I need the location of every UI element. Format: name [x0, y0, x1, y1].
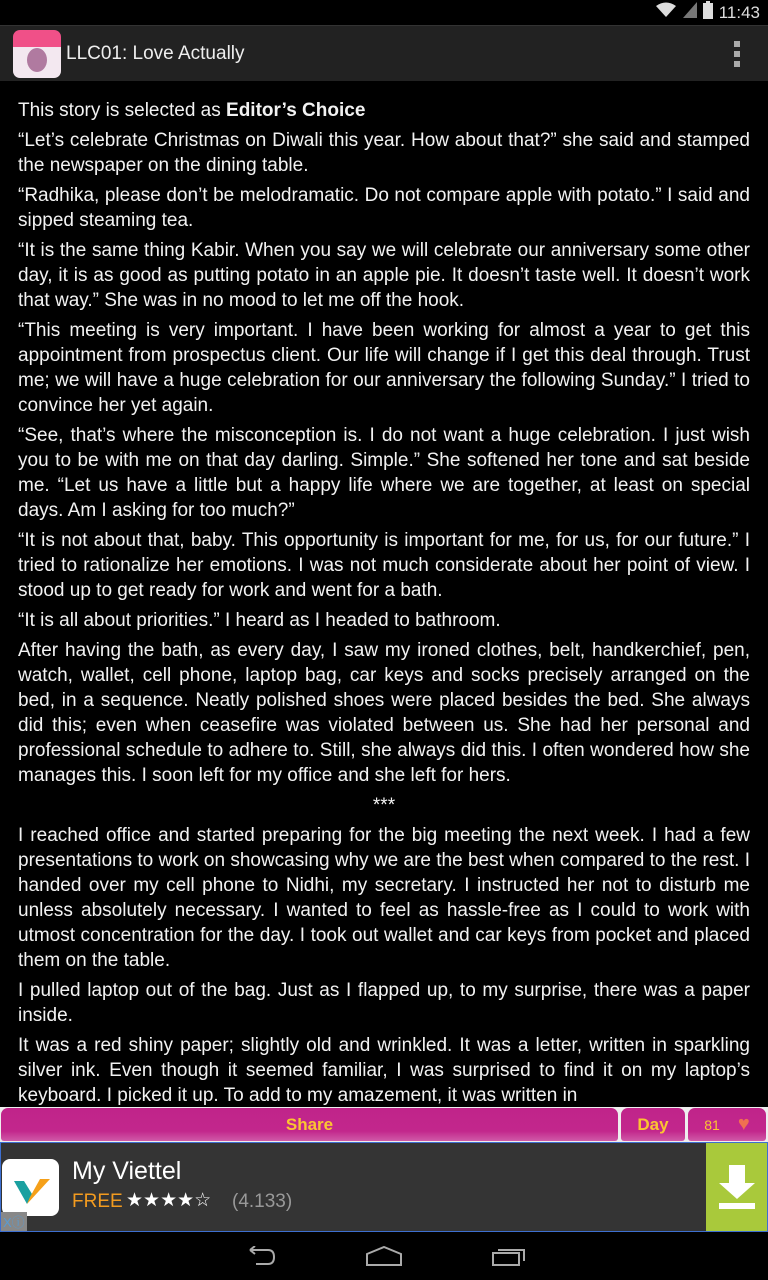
- story-paragraph: I reached office and started preparing for the big meeting the next week. I had a few presentations to work on showcasing why we are the best when compared to the rest. I handed over my cell phone to Nidhi, my secretary. I instructed her not to disturb me unless absolutely necessary. I wanted to feel as hassle-free as I could to work with utmost concentration for the day. I took out wallet and car keys from pocket and placed them on the table.: [18, 825, 750, 971]
- ad-rating-stars: ★★★★☆: [126, 1190, 212, 1211]
- story-text[interactable]: [18, 98, 750, 1106]
- ad-app-name: My Viettel: [72, 1157, 182, 1185]
- share-button[interactable]: Share: [1, 1108, 618, 1141]
- like-button[interactable]: [688, 1108, 766, 1141]
- bottom-action-bar: [0, 1107, 768, 1142]
- nav-bar: [0, 1232, 768, 1280]
- ad-banner[interactable]: [0, 1142, 768, 1232]
- story-paragraph: It was a red shiny paper; slightly old and wrinkled. It was a letter, written in sparkling silver ink. Even though it seemed familiar, I was surprised to find it on my laptop’s keyboard. I picked it up. To add to my amazement, it was written in: [18, 1035, 750, 1106]
- heart-icon: ♥: [737, 1113, 750, 1135]
- story-paragraph: “Let’s celebrate Christmas on Diwali this year. How about that?” she said and stamped the newspaper on the dining table.: [18, 130, 750, 176]
- recents-icon[interactable]: [492, 1246, 526, 1266]
- story-paragraph: After having the bath, as every day, I saw my ironed clothes, belt, handkerchief, pen, watch, wallet, cell phone, laptop bag, car keys and socks precisely arranged on the bed, in a sequence. Neatly polished shoes were placed besides the bed. She always did this; even when ceasefire was violated between us. She had her personal and professional schedule to adhere to. Still, she always did this. I often wondered how she manages this. I soon left for my office and she left for hers.: [18, 640, 750, 786]
- day-button[interactable]: Day: [621, 1108, 685, 1141]
- story-paragraph: “It is all about priorities.” I heard as I headed to bathroom.: [18, 610, 501, 631]
- ad-price: FREE: [72, 1191, 123, 1212]
- story-paragraph: “It is the same thing Kabir. When you say we will celebrate our anniversary some other day, it is as good as putting potato in an apple pie. It doesn’t taste well. It doesn’t work that way.” She was in no mood to let me off the hook.: [18, 240, 750, 311]
- app-bar: [0, 25, 768, 81]
- app-logo-icon[interactable]: [13, 30, 61, 78]
- like-count: 81: [704, 1116, 720, 1133]
- home-icon[interactable]: [366, 1246, 402, 1266]
- status-bar: [0, 0, 768, 25]
- ad-close-button[interactable]: Xⓘ: [1, 1212, 27, 1231]
- wifi-icon: [655, 2, 677, 23]
- story-paragraph: I pulled laptop out of the bag. Just as I flapped up, to my surprise, there was a paper inside.: [18, 980, 750, 1026]
- back-icon[interactable]: [242, 1246, 276, 1266]
- viettel-logo-icon: [2, 1159, 59, 1216]
- download-button[interactable]: [706, 1143, 767, 1231]
- battery-icon: [703, 1, 713, 24]
- download-icon: [717, 1165, 757, 1209]
- overflow-menu-icon[interactable]: [734, 41, 740, 67]
- editor-choice-line: This story is selected as Editor’s Choice: [18, 100, 366, 121]
- story-paragraph: “It is not about that, baby. This opportunity is important for me, for us, for our future.” I tried to rationalize her emotions. I was not much considerate about her point of view. I stood up to get ready for work and went for a bath.: [18, 530, 750, 601]
- story-paragraph: “See, that’s where the misconception is. I do not want a huge celebration. I just wish you to be with me on that day darling. Simple.” She softened her tone and sat beside me. “Let us have a little but a happy life where we are together, at least on special days. Am I asking for too much?”: [18, 425, 750, 521]
- separator: ***: [372, 795, 396, 816]
- ad-rating-count: (4.133): [232, 1191, 293, 1212]
- story-paragraph: “This meeting is very important. I have been working for almost a year to get this appointment from prospectus client. Our life will change if I get this deal through. Trust me; we will have a huge celebration for our anniversary the following Sunday.” I tried to convince her yet again.: [18, 320, 750, 416]
- clock: 11:43: [718, 2, 760, 22]
- page-title: LLC01: Love Actually: [66, 42, 245, 64]
- story-paragraph: “Radhika, please don’t be melodramatic. Do not compare apple with potato.” I said and sipped steaming tea.: [18, 185, 750, 231]
- signal-icon: [683, 2, 697, 23]
